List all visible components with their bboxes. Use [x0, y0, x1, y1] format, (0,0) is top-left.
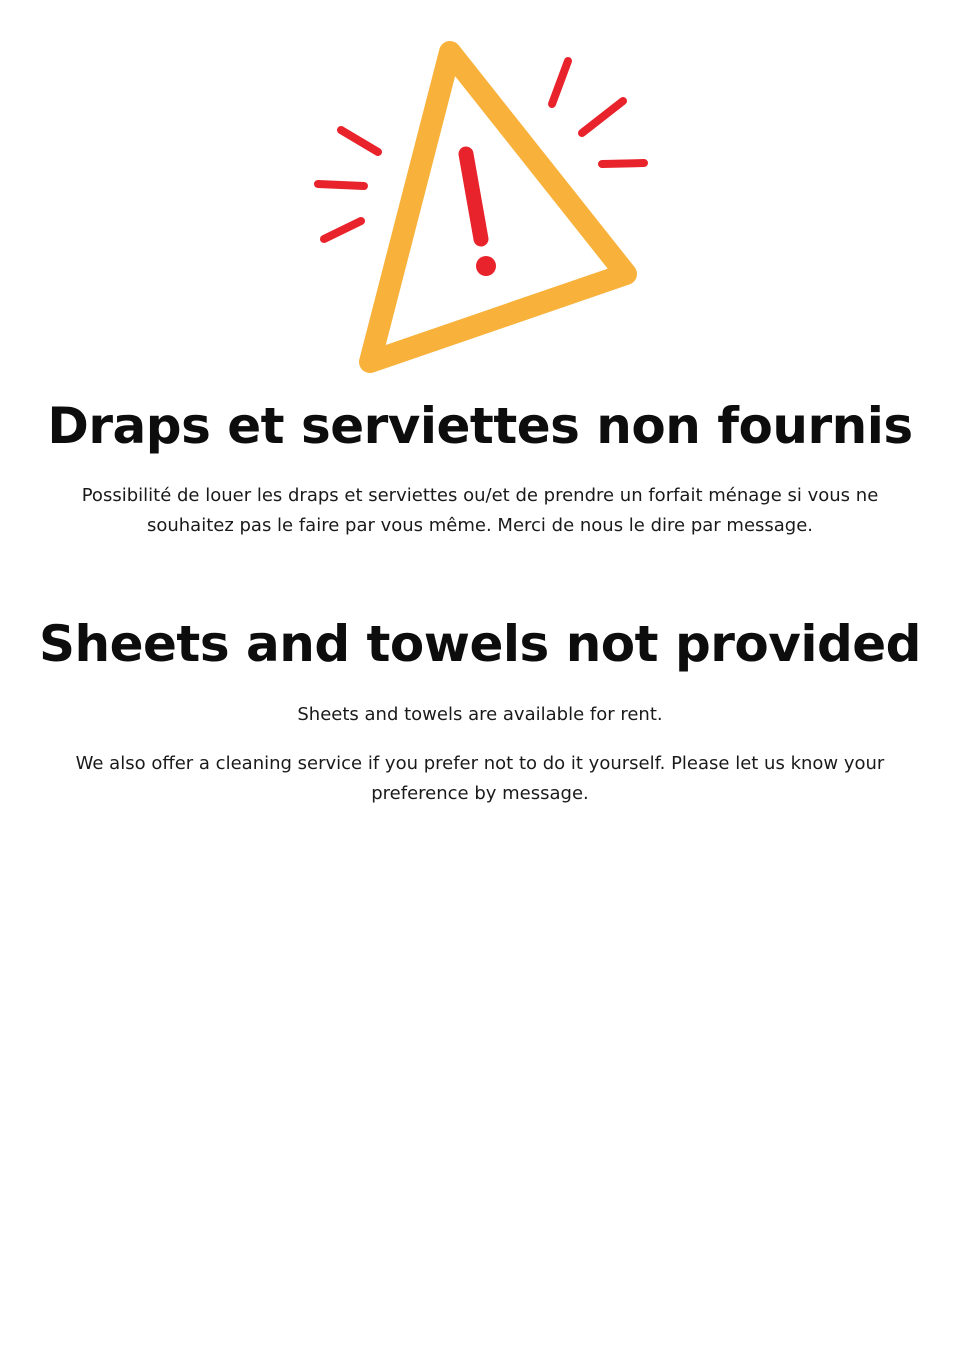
- warning-triangle-icon: [300, 36, 660, 376]
- english-title: Sheets and towels not provided: [39, 615, 921, 673]
- french-body: Possibilité de louer les draps et serviettes ou/et de prendre un forfait ménage si vous ne souhaitez pas le faire par vous même. Merci de nous le dire par message.: [81, 485, 879, 536]
- english-body-rent: Sheets and towels are available for rent.: [297, 704, 663, 725]
- english-body-cleaning: We also offer a cleaning service if you prefer not to do it yourself. Please let us know your preference by message.: [75, 753, 885, 804]
- french-title: Draps et serviettes non fournis: [47, 397, 913, 455]
